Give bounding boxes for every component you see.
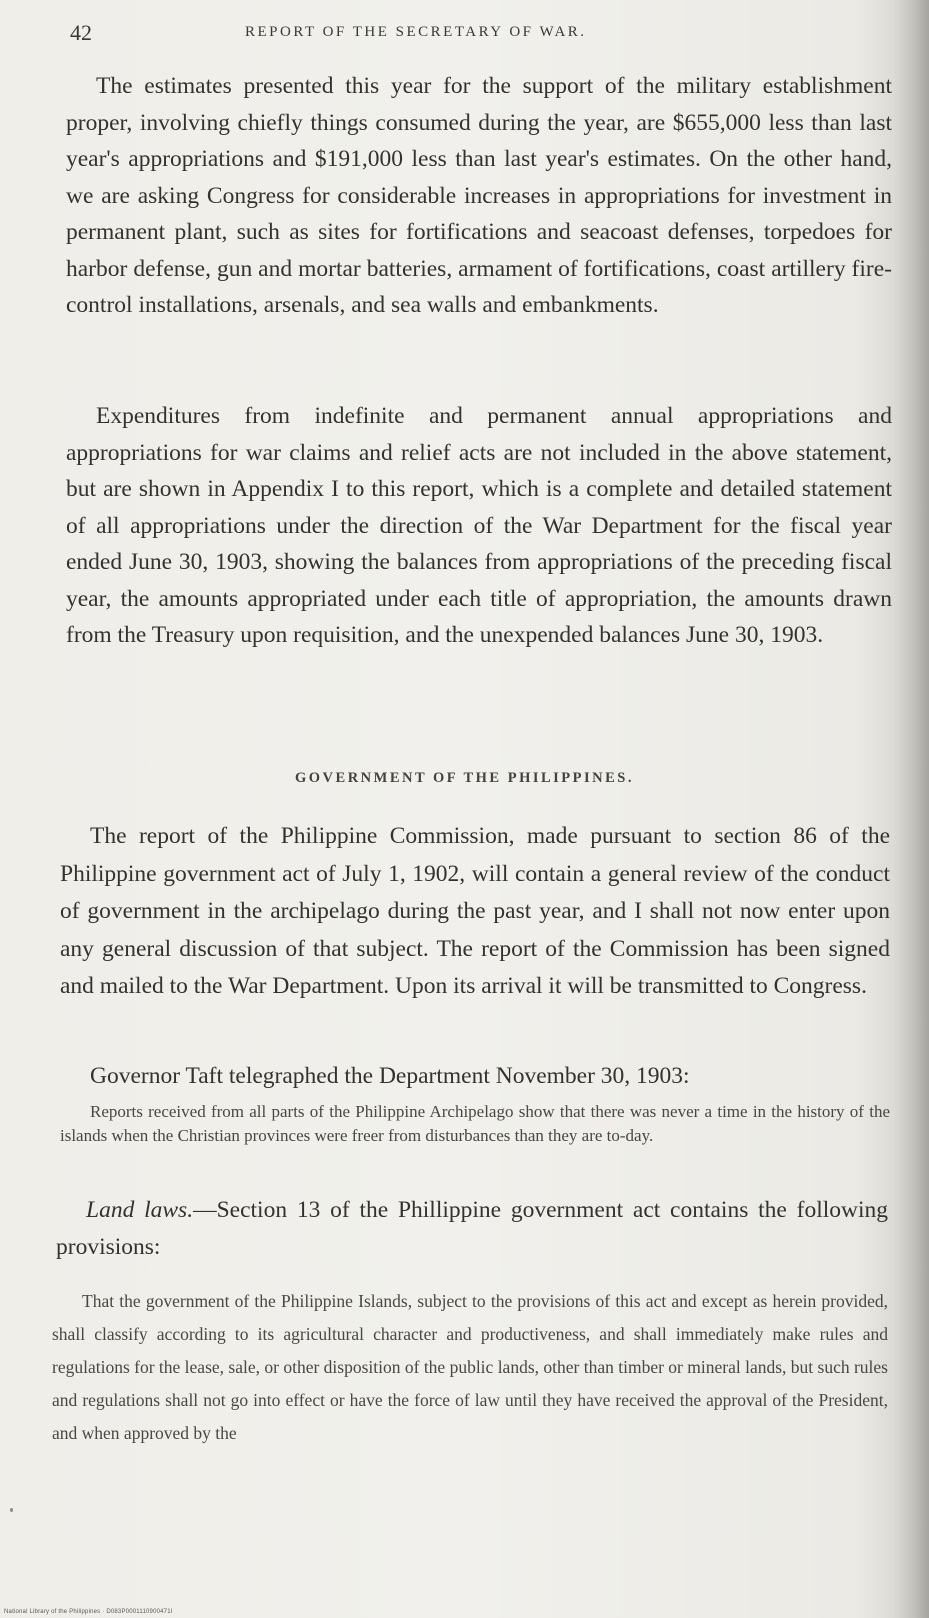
running-head-title: REPORT OF THE SECRETARY OF WAR. bbox=[245, 24, 587, 40]
land-laws-text: —Section 13 of the Phillippine government act contains the following provisions: bbox=[56, 1197, 888, 1260]
paragraph-taft-telegram: Governor Taft telegraphed the Department November 30, 1903: bbox=[90, 1063, 690, 1089]
section-heading: GOVERNMENT OF THE PHILIPPINES. bbox=[295, 770, 634, 786]
paragraph-expenditures: Expenditures from indefinite and permanent annual appropriations and appropriations for war claims and relief acts are not included in the above statement, but are shown in Appendix I to this report, which is a complete and detailed statement of all appropriations under the direction of the War Department for the fiscal year ended June 30, 1903, showing the balances from appropriations of the preceding fiscal year, the amounts appropriated under each title of appropriation, the amounts drawn from the Treasury upon requisition, and the unexpended balances June 30, 1903. bbox=[66, 403, 892, 648]
paper-speck bbox=[10, 1508, 13, 1512]
footer-credit: National Library of the Philippines · D083P0001110900471I bbox=[4, 1609, 173, 1615]
paragraph-land-laws bbox=[56, 1192, 888, 1265]
page-edge-shadow bbox=[893, 0, 929, 1618]
quote-taft: Reports received from all parts of the Philippine Archipelago show that there was never a time in the history of the islands when the Christian provinces were freer from disturbances than they are to-day. bbox=[60, 1102, 890, 1145]
quote-section-13: That the government of the Philippine Islands, subject to the provisions of this act and except as herein provided, shall classify according to its agricultural character and productiveness, and shall immediately make rules and regulations for the lease, sale, or other disposition of the public lands, other than timber or mineral lands, but such rules and regulations shall not go into effect or have the force of law until they have received the approval of the President, and when approved by the bbox=[52, 1291, 888, 1443]
land-laws-lead: Land laws. bbox=[86, 1197, 194, 1223]
page-number: 42 bbox=[70, 20, 92, 45]
running-head bbox=[70, 20, 900, 46]
paragraph-commission-report: The report of the Philippine Commission, made pursuant to section 86 of the Philippine government act of July 1, 1902, will contain a general review of the conduct of government in the archipelago during the past year, and I shall not now enter upon any general discussion of that subject. The report of the Commission has been signed and mailed to the War Department. Upon its arrival it will be transmitted to Congress. bbox=[60, 823, 890, 999]
paragraph-estimates: The estimates presented this year for the support of the military establishment proper, involving chiefly things consumed during the year, are $655,000 less than last year's appropriations and $191,000 less than last year's estimates. On the other hand, we are asking Congress for considerable increases in appropriations for investment in permanent plant, such as sites for fortifications and seacoast defenses, torpedoes for harbor defense, gun and mortar batteries, armament of fortifications, coast artillery fire-control installations, arsenals, and sea walls and embankments. bbox=[66, 73, 892, 318]
